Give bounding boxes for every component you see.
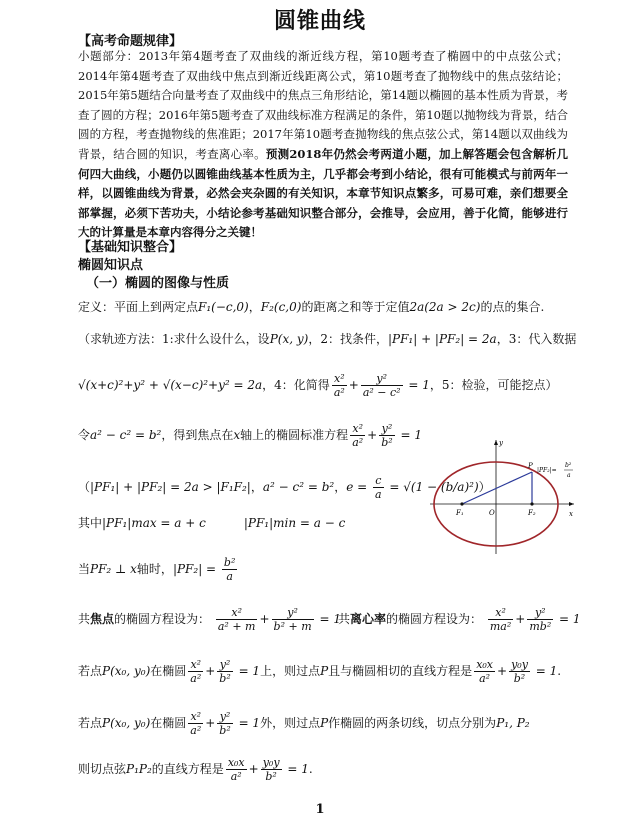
ellipse-knowledge-heading: 椭圆知识点 <box>78 258 144 273</box>
point-f2 <box>530 502 533 505</box>
ellipse-diagram <box>428 436 578 556</box>
point-f1 <box>460 502 463 505</box>
label-p: P <box>528 462 533 470</box>
exam-rules-prediction: 预测2018年仍然会考两道小题，加上解答题会包含解析几何四大曲线，小题仍以圆锥曲线基本性质为主，几乎都会考到小结论，很有可能模式与前两年一样，以圆锥曲线为背景，必然会夹杂圆的有关知识，本章节知识点繁多，可易可难，亲们想要全部掌握，必须下苦功夫，小结论参考基础知识整合部分，会推导，会应用，善于化简，能够进行大的计算量是本章内容得分之关键！ <box>78 146 568 240</box>
label-f2: F₂ <box>528 509 536 517</box>
page-number: 1 <box>315 802 325 817</box>
chord-of-contact: 则切点弦P₁P₂的直线方程是 $\frac{\text{x₀x}}{\text{a²}}$ + $\frac{\text{y₀y}}{\text{b²}}$ = 1. <box>78 756 313 783</box>
label-y: y <box>499 439 503 447</box>
trajectory-method: （求轨迹方法：1:求什么设什么，设P(x, y)，2：找条件，|PF₁| + |PF₂| = 2a，3：代入数据 <box>78 332 577 346</box>
label-o: O <box>489 509 495 517</box>
cofocal-ellipse: 共焦点的椭圆方程设为： $\frac{\text{x²}}{\text{a² + m}}$ + $\frac{\text{y²}}{\text{b² + m}}$ = 1 <box>78 606 341 633</box>
standard-equation: 令a² − c² = b²，得到焦点在x轴上的椭圆标准方程 $\frac{\text{x²}}{\text{a²}}$ + $\frac{\text{y²}}{\text{b²}}$ = 1 <box>78 422 422 449</box>
exam-rules-paragraph <box>78 47 568 243</box>
tangents-from-outer-point: 若点P(x₀, y₀)在椭圆 $\frac{\text{x²}}{\text{a²}}$ + $\frac{\text{y²}}{\text{b²}}$ = 1外，则过点P作椭圆的两条切线，切点分别为P₁, P₂ <box>78 710 530 737</box>
label-pf2: |PF₂|= <box>537 467 557 474</box>
trajectory-simplify: √(x+c)²+y² + √(x−c)²+y² = 2a，4：化简得 $\frac{\text{x²}}{\text{a²}}$ + $\frac{\text{y²}}{\text{a² − c²}}$ = 1，5：检验，可能挖点） <box>78 372 558 399</box>
ellipse-definition: 定义：平面上到两定点F₁(−c,0)，F₂(c,0)的距离之和等于定值2a(2a > 2c)的点的集合. <box>78 300 545 314</box>
exam-rules-text: 小题部分：2013年第4题考查了双曲线的渐近线方程，第10题考查了椭圆中的中点弦公式；2014年第4题考查了双曲线中焦点到渐近线距离公式，第10题考查了抛物线中的焦点弦结论；2015年第5题结合向量考查了双曲线中的焦点三角形结论，第14题以椭圆的基本性质为背景，考查了圆的方程；2016年第5题考查了双曲线标准方程满足的条件，第10题以抛物线为背景，结合圆的方程，考查抛物线的焦准距；2017年第10题考查抛物线的焦点弦公式，第14题以双曲线为背景，结合圆的知识，考查离心率。 <box>78 49 568 161</box>
x-axis-arrow-icon <box>569 502 574 506</box>
tangent-line-on-ellipse: 若点P(x₀, y₀)在椭圆 $\frac{\text{x²}}{\text{a²}}$ + $\frac{\text{y²}}{\text{b²}}$ = 1上，则过点P且与椭圆相切的直线方程是 $\frac{\text{x₀x}}{\text{a²}}$ + $\frac{\text{y₀y}}{\text{b²}}$ = 1. <box>78 658 562 685</box>
label-pf2-num: b² <box>565 462 572 469</box>
ellipse-relations: （|PF₁| + |PF₂| = 2a > |F₁F₂|，a² − c² = b²，e = $\frac{c}{a}$ = √(1 − (b/a)²)） <box>78 474 491 501</box>
label-f1: F₁ <box>456 509 464 517</box>
page-title: 圆锥曲线 <box>273 8 366 34</box>
segment-f1-p <box>462 472 532 504</box>
latus-rectum: 当PF₂ ⊥ x轴时，|PF₂| = $\frac{\text{b²}}{a}$ <box>78 556 236 583</box>
label-pf2-den: a <box>567 472 571 479</box>
focal-radius-extremes: 其中|PF₁|max = a + c |PF₁|min = a − c <box>78 516 346 530</box>
same-eccentricity-ellipse: 共离心率的椭圆方程设为： $\frac{\text{x²}}{\text{ma²}}$ + $\frac{\text{y²}}{\text{mb²}}$ = 1 <box>338 606 581 633</box>
section-heading-exam-rules: 【高考命题规律】 <box>78 34 183 49</box>
label-x: x <box>569 510 573 518</box>
y-axis-arrow-icon <box>494 440 498 445</box>
section-heading-basics: 【基础知识整合】 <box>78 240 183 255</box>
ellipse-graph-properties-heading: （一）椭圆的图像与性质 <box>86 276 230 291</box>
